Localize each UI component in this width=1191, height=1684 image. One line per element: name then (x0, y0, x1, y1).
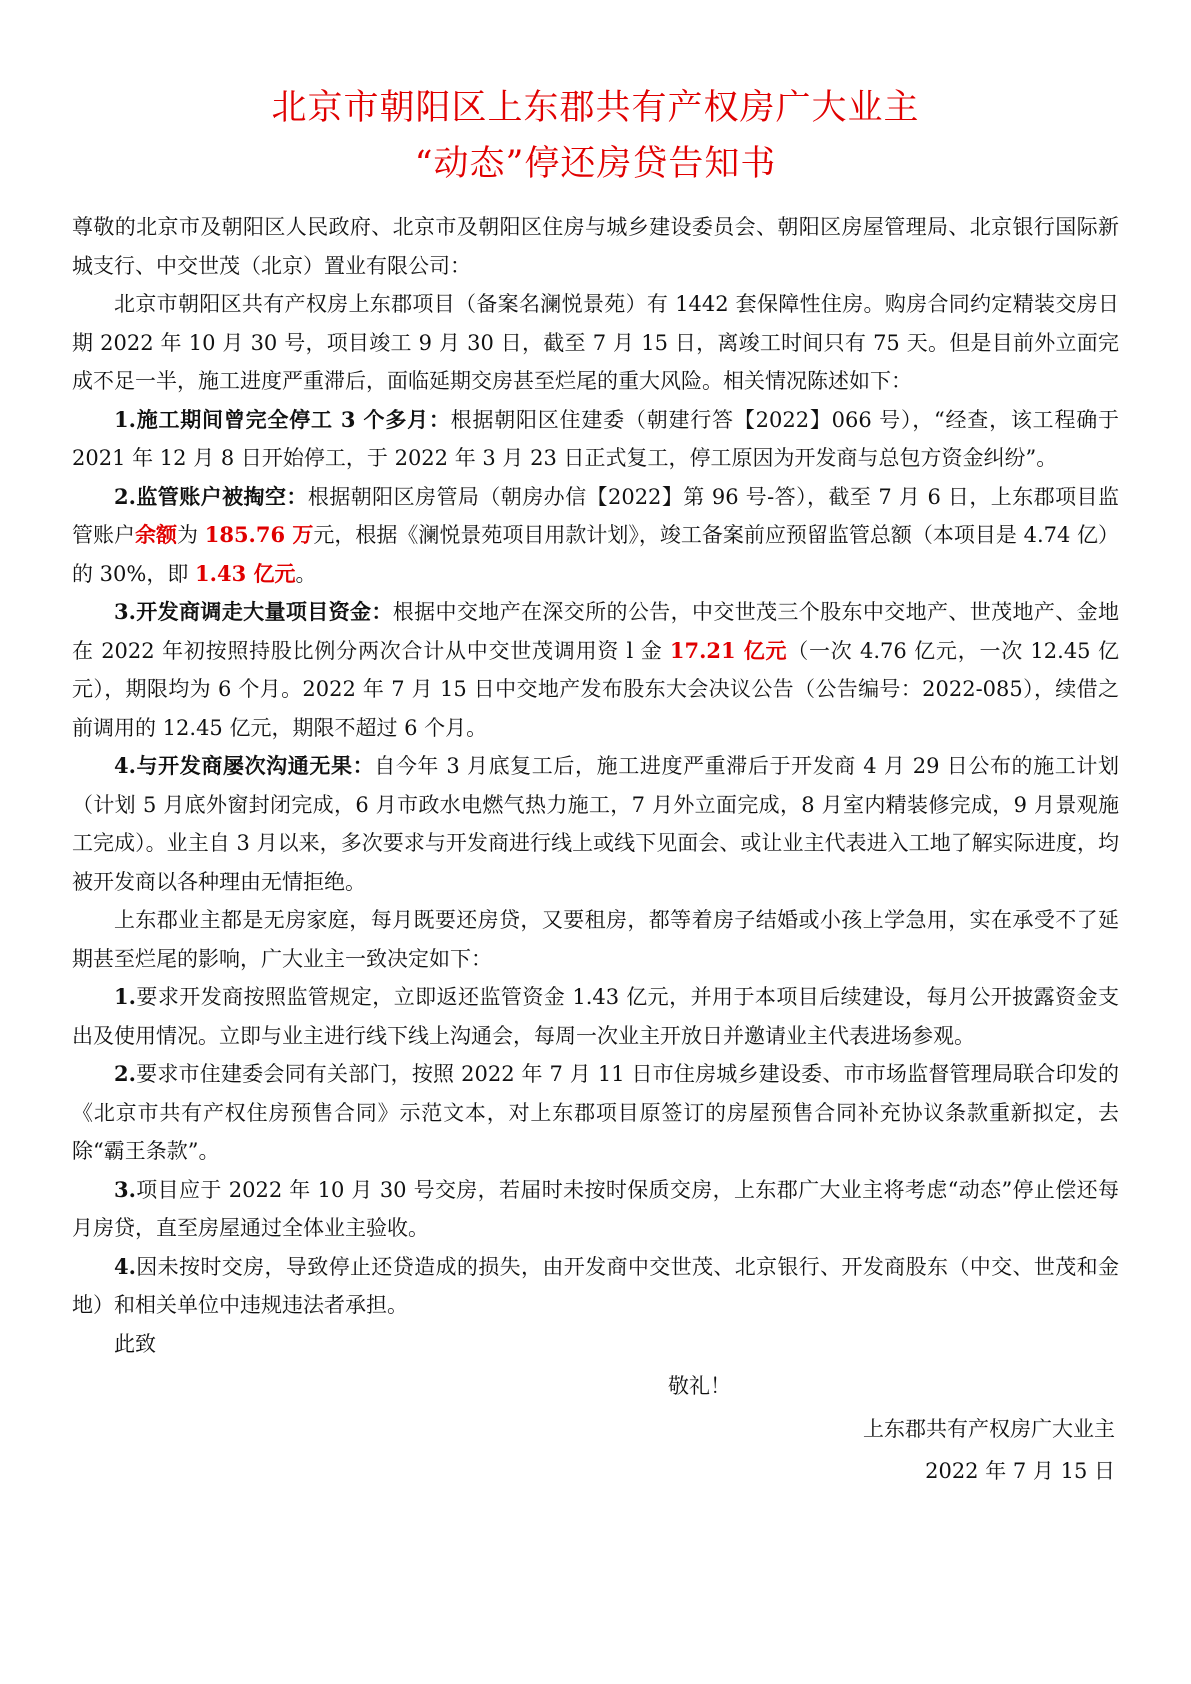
decision-intro: 上东郡业主都是无房家庭，每月既要还房贷，又要租房，都等着房子结婚或小孩上学急用，实在承受不了延期甚至烂尾的影响，广大业主一致决定如下： (72, 908, 1119, 971)
decision-4-body: 因未按时交房，导致停止还贷造成的损失，由开发商中交世茂、北京银行、开发商股东（中交、世茂和金地）和相关单位中违规违法者承担。 (72, 1254, 1119, 1317)
section-3-heading: 3.开发商调走大量项目资金： (114, 599, 393, 624)
balance-highlight: 余额 (135, 522, 178, 547)
section-3-text-2: （一次 4.76 亿元，一次 12.45 亿元），期限均为 6 个月。2022 年 7 月 15 日中交地产发布股东大会决议公告（公告编号：2022-085），续借之前调用的 12.45 亿元，期限不超过 6 个月。 (72, 638, 1119, 740)
section-2-text-1: 根据朝阳区房管局（朝房办信【2022】第 96 号-答），截至 7 月 6 日，上东郡项目监管账户 (72, 484, 1119, 547)
required-reserve-highlight: 1.43 亿元 (195, 560, 296, 586)
transferred-funds-highlight: 17.21 亿元 (669, 637, 788, 663)
section-3 (72, 593, 1119, 747)
decision-2-number: 2. (114, 1061, 136, 1086)
decision-4-number: 4. (114, 1253, 136, 1279)
section-4-heading: 4.与开发商屡次沟通无果： (114, 753, 375, 778)
decision-4 (72, 1248, 1119, 1325)
section-2-text-2: 为 (177, 523, 205, 547)
signature: 上东郡共有产权房广大业主 (863, 1416, 1115, 1441)
decision-1-number: 1. (114, 984, 136, 1009)
section-2-heading: 2.监管账户被掏空： (114, 483, 308, 509)
section-4-body: 自今年 3 月底复工后，施工进度严重滞后于开发商 4 月 29 日公布的施工计划（计划 5 月底外窗封闭完成，6 月市政水电燃气热力施工，7 月外立面完成，8 月室内精装修完成，9 月景观施工完成）。业主自 3 月以来，多次要求与开发商进行线上或线下见面会、或让业主代表进入工地了解实际进度，均被开发商以各种理由无情拒绝。 (72, 754, 1119, 894)
decision-1-body: 要求开发商按照监管规定，立即返还监管资金 1.43 亿元，并用于本项目后续建设，每月公开披露资金支出及使用情况。立即与业主进行线下线上沟通会，每周一次业主开放日并邀请业主代表进场参观。 (72, 985, 1119, 1048)
section-2-text-4: 。 (295, 561, 317, 586)
intro-paragraph: 北京市朝阳区共有产权房上东郡项目（备案名澜悦景苑）有 1442 套保障性住房。购房合同约定精装交房日期 2022 年 10 月 30 号，项目竣工 9 月 30 日，截至 7 月 15 日，离竣工时间只有 75 天。但是目前外立面完成不足一半，施工进度严重滞后，面临延期交房甚至烂尾的重大风险。相关情况陈述如下： (72, 292, 1119, 393)
section-2-text-3: 元，根据《澜悦景苑项目用款计划》，竣工备案前应预留监管总额（本项目是 4.74 亿）的 30%，即 (72, 523, 1120, 586)
decision-1 (72, 978, 1119, 1055)
closing-greeting: 此致 (114, 1331, 156, 1356)
closing-salute: 敬礼！ (668, 1374, 731, 1398)
section-2 (72, 478, 1119, 594)
title-line-2: “动态”停还房贷告知书 (414, 144, 777, 184)
decision-3-number: 3. (114, 1176, 136, 1202)
section-1-heading: 1.施工期间曾完全停工 3 个多月： (114, 406, 451, 432)
decision-2-body: 要求市住建委会同有关部门，按照 2022 年 7 月 11 日市住房城乡建设委、市市场监督管理局联合印发的《北京市共有产权住房预售合同》示范文本，对上东郡项目原签订的房屋预售合同补充协议条款重新拟定，去除“霸王条款”。 (72, 1062, 1119, 1163)
title-line-1: 北京市朝阳区上东郡共有产权房广大业主 (271, 88, 920, 128)
signature-date: 2022 年 7 月 15 日 (925, 1459, 1115, 1483)
addressee: 尊敬的北京市及朝阳区人民政府、北京市及朝阳区住房与城乡建设委员会、朝阳区房屋管理局、北京银行国际新城支行、中交世茂（北京）置业有限公司： (72, 215, 1119, 278)
decision-3-body: 项目应于 2022 年 10 月 30 号交房，若届时未按时保质交房，上东郡广大业主将考虑“动态”停止偿还每月房贷，直至房屋通过全体业主验收。 (72, 1177, 1119, 1240)
section-1-body: 根据朝阳区住建委（朝建行答【2022】066 号），“经查，该工程确于 2021 年 12 月 8 日开始停工，于 2022 年 3 月 23 日正式复工，停工原因为开发商与总包方资金纠纷”。 (72, 407, 1120, 470)
section-4 (72, 747, 1119, 901)
section-3-text-1: 根据中交地产在深交所的公告，中交世茂三个股东中交地产、世茂地产、金地在 2022 年初按照持股比例分两次合计从中交世茂调用资 l 金 (72, 600, 1119, 663)
balance-amount-highlight: 185.76 万 (204, 522, 314, 547)
decision-2 (72, 1055, 1119, 1171)
section-1 (72, 401, 1119, 478)
decision-3 (72, 1171, 1119, 1248)
